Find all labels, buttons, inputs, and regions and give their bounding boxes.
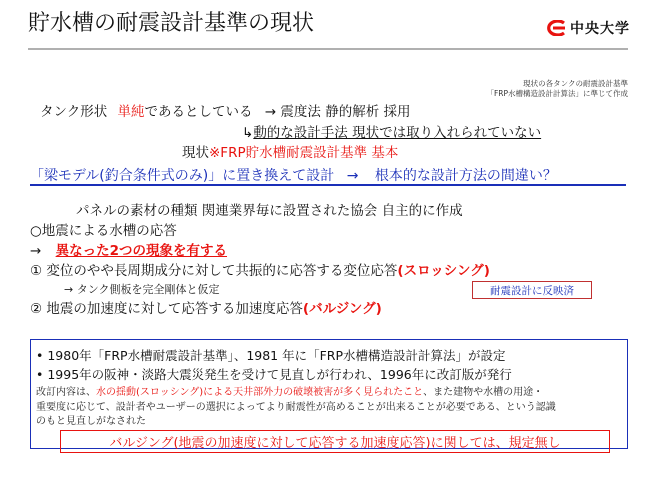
chuo-university-logo-icon (544, 20, 566, 36)
row-sloshing (30, 259, 490, 279)
revision-cont: 、また建物や水槽の用途・ (423, 387, 544, 398)
row8-text: ① 変位のやや長周期成分に対して共振的に応答する変位応答 (30, 263, 398, 279)
row-panel-material: パネルの素材の種類 関連業界毎に設置された協会 自主的に作成 (76, 203, 463, 219)
row4-question: 根本的な設計方法の間違い？ (374, 168, 557, 184)
row3-label: 現状 (182, 145, 209, 161)
title-divider (28, 48, 628, 50)
row-rigid-assumption: → タンク側板を完全剛体と仮定 (64, 283, 220, 296)
row7-text: 異なった2つの現象を有する (55, 243, 228, 259)
bulging-no-regulation-box: バルジング(地震の加速度に対して応答する加速度応答)に関しては、規定無し (60, 430, 610, 453)
row2-arrow: ↳ (242, 125, 254, 141)
row-dynamic-design (242, 121, 541, 141)
row-beam-model (30, 165, 557, 185)
page-title: 貯水槽の耐震設計基準の現状 (28, 11, 315, 36)
row3-standard: ※FRP貯水槽耐震設計基準 基本 (209, 145, 399, 161)
row10-text: ② 地震の加速度に対して応答する加速度応答 (30, 301, 303, 317)
row1-method: → 震度法 静的解析 採用 (264, 104, 411, 120)
row2-text: 動的な設計手法 現状では取り入れられていない (253, 125, 542, 141)
row-bulging (30, 297, 382, 317)
history-revision-line3: のもと見直しがなされた (36, 416, 146, 427)
row10-bulging: (バルジング) (302, 301, 382, 317)
revision-sloshing: 水の揺動(スロッシング)による天井部外力の破壊被害が多く見られたこと (96, 387, 424, 398)
row4-text: 「梁モデル(釣合条件式のみ)」に置き換えて設計 (30, 168, 335, 184)
row1-label: タンク形状 (40, 104, 108, 120)
row-two-phenomena (30, 239, 227, 259)
revision-intro: 改訂内容は、 (36, 387, 96, 398)
row1-simple: 単純 (117, 104, 145, 120)
university-logo (544, 18, 630, 38)
history-bullet-1995: • 1995年の阪神・淡路大震災発生を受けて見直しが行われ、1996年に改訂版が発行 (36, 367, 512, 382)
history-bullet-1980: • 1980年「FRP水槽耐震設計基準」、1981 年に「FRP水槽構造設計計算法」が設定 (36, 348, 506, 363)
row4-arrow: → (346, 168, 359, 184)
history-revision-line2: 重要度に応じて、設計者やユーザーの選択によってより耐震性が高めることが出来ることが必要である、という認識 (36, 402, 556, 413)
row8-sloshing: (スロッシング) (397, 263, 490, 279)
side-note-line1: 現状の各タンクの耐震設計基準 (523, 79, 628, 88)
row-tank-shape (40, 100, 411, 120)
row7-arrow: → (30, 243, 42, 259)
logo-text: 中央大学 (570, 21, 630, 37)
reflected-in-design-stamp: 耐震設計に反映済 (472, 281, 592, 299)
row-current-standard (182, 141, 398, 161)
history-revision-line1 (36, 383, 543, 398)
row1-mid: であるとしている (144, 104, 253, 120)
beam-model-underline (30, 184, 626, 186)
side-note-line2: 「FRP水槽構造設計計算法」に準じて作成 (486, 89, 628, 98)
row-seismic-response: ○地震による水槽の応答 (30, 223, 177, 239)
